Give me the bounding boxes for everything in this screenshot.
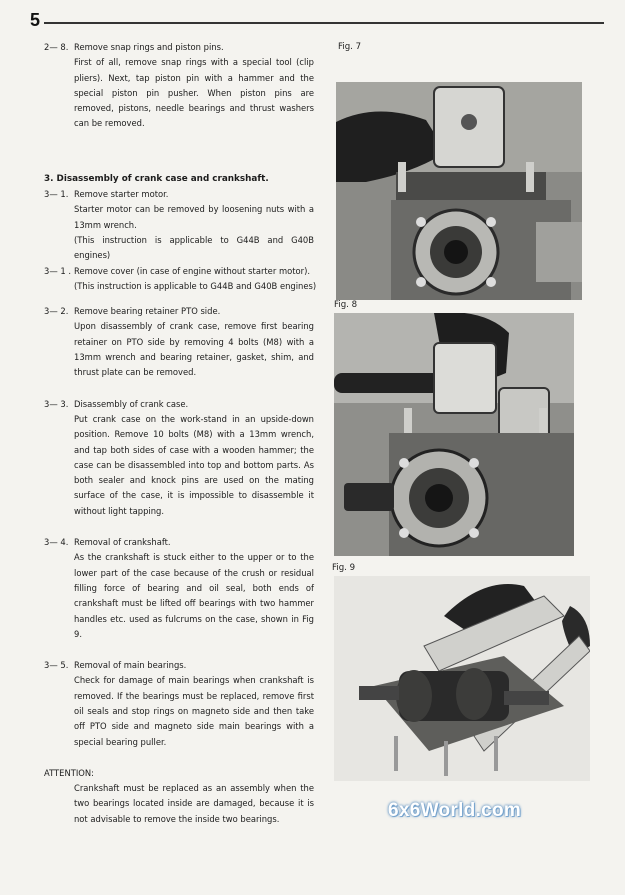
step-title: Remove cover (in case of engine without starter motor).	[74, 265, 311, 276]
step-title: Remove starter motor.	[74, 189, 169, 200]
step-3-1-alt	[44, 264, 314, 279]
figure-9-label: Fig. 9	[332, 563, 356, 573]
step-number: 3— 4.	[44, 537, 69, 548]
step-2-8	[44, 40, 314, 55]
step-3-3	[44, 397, 314, 412]
step-title: Disassembly of crank case.	[74, 398, 189, 409]
engine-piston-photo-icon	[336, 82, 582, 300]
step-title: Removal of crankshaft.	[74, 537, 171, 548]
step-number: 3— 1.	[44, 189, 69, 200]
figure-8-label: Fig. 8	[334, 300, 358, 310]
step-title: Removal of main bearings.	[74, 660, 187, 671]
figure-7-label: Fig. 7	[338, 42, 362, 52]
step-body: Upon disassembly of crank case, remove first bearing retainer on PTO side by removing 4 bolts (M8) with a 13mm wrench and bearing retainer, gasket, shim, and thrust plate can be removed.	[74, 321, 314, 378]
section-3-title: 3. Disassembly of crank case and crankshaft.	[44, 173, 269, 184]
step-3-5	[44, 658, 314, 673]
step-note: (This instruction is applicable to G44B and G40B engines)	[74, 234, 314, 261]
step-number: 3— 3.	[44, 398, 69, 409]
step-title: Remove bearing retainer PTO side.	[74, 306, 221, 317]
step-note: (This instruction is applicable to G44B and G40B engines)	[74, 280, 317, 291]
step-title: Remove snap rings and piston pins.	[74, 42, 224, 52]
page-number: 5	[30, 10, 41, 30]
header-rule	[44, 22, 604, 24]
step-number: 3— 2.	[44, 306, 69, 317]
step-body: As the crankshaft is stuck either to the upper or to the lower part of the case because of the crush or residual filling force of bearing and oil seal, both ends of crankshaft must be lifted off bearings with two hammer handles etc. used as fulcrums on the case, shown in Fig 9.	[74, 552, 314, 639]
step-body: First of all, remove snap rings with a special tool (clip pliers). Next, tap piston pin with a hammer and the special piston pin pusher. When piston pins are removed, pistons, needle bearings and thrust washers can be removed.	[74, 57, 314, 129]
attention-body: Crankshaft must be replaced as an assembly when the two bearings located inside are damaged, because it is not advisable to remove the inside two bearings.	[74, 783, 314, 824]
step-body: Check for damage of main bearings when crankshaft is removed. If the bearings must be replaced, remove first oil seals and stop rings on magneto side and then take off PTO side and magneto side main bearings with a special bearing puller.	[74, 675, 314, 747]
figure-7-photo	[336, 82, 582, 300]
step-body: Starter motor can be removed by loosening nuts with a 13mm wrench.	[74, 204, 314, 230]
step-body: Put crank case on the work-stand in an upside-down position. Remove 10 bolts (M8) with a 13mm wrench, and tap both sides of case with a wooden hammer; the case can be disassembled into top and bottom parts. As both sealer and knock pins are used on the mating surface of the case, it is impossible to disassemble it without light tapping.	[74, 413, 314, 516]
figure-8-photo	[334, 313, 574, 556]
step-number: 2— 8.	[44, 42, 69, 52]
step-number: 3— 5.	[44, 660, 69, 671]
attention-label: ATTENTION:	[44, 767, 94, 778]
step-3-1	[44, 187, 314, 202]
site-watermark: 6x6World.com	[388, 800, 522, 821]
step-3-4	[44, 535, 314, 550]
step-number: 3— 1 .	[44, 265, 72, 276]
step-3-2	[44, 304, 314, 319]
crankshaft-removal-photo-icon	[334, 576, 590, 781]
engine-pin-removal-photo-icon	[334, 313, 574, 556]
figure-9-photo	[334, 576, 590, 781]
instruction-text-column	[44, 40, 317, 827]
